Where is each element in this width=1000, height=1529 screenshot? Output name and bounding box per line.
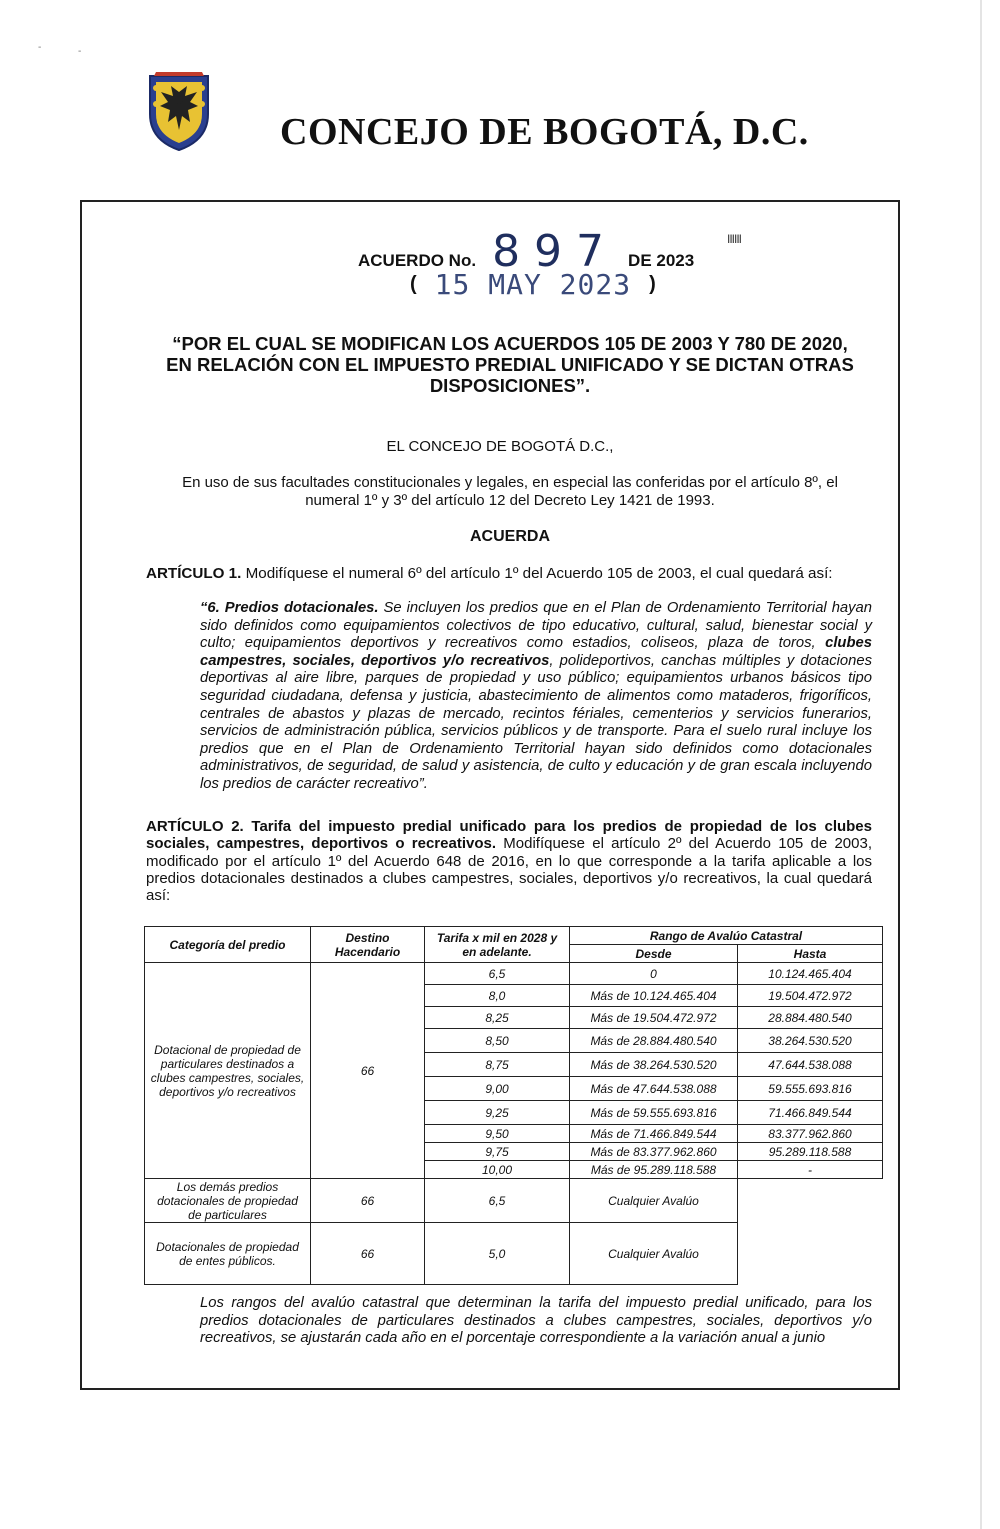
hasta-cell: 10.124.465.404 — [738, 963, 883, 985]
table-row — [145, 1179, 883, 1223]
group2-categoria: Los demás predios dotacionales de propiedad de particulares — [145, 1179, 311, 1223]
tarifa-cell: 9,75 — [425, 1143, 570, 1161]
quote-part1: Se incluyen los predios que en el Plan de Ordenamiento Territorial hayan sido definidos como equipamientos colectivos de tipo educativo, cultural, salud, bienestar social y culto; equipamientos deportivos y recreativos como estadios, coliseos, plaza de toros, — [200, 600, 873, 652]
preamble: En uso de sus facultades constitucionales y legales, en especial las conferidas por el artículo 8º, el numeral 1º y 3º del artículo 12 del Decreto Ley 1421 de 1993. — [182, 474, 838, 509]
hasta-cell: 38.264.530.520 — [738, 1029, 883, 1053]
closing-paragraph: Los rangos del avalúo catastral que determinan la tarifa del impuesto predial unificado, para los predios dotacionales de particulares destinados a clubes campestres, sociales, deportivos y/o recreativos, se ajustarán cada año en el porcentaje correspondiente a la variación anual a junio — [200, 1295, 872, 1347]
desde-cell: Más de 19.504.472.972 — [570, 1007, 738, 1029]
articulo-1-label: ARTÍCULO 1. — [146, 565, 242, 582]
scan-mark: - — [78, 46, 82, 57]
acuerda-heading: ACUERDA — [470, 528, 550, 545]
header-tarifa: Tarifa x mil en 2028 y en adelante. — [425, 927, 570, 963]
council-line: EL CONCEJO DE BOGOTÁ D.C., — [386, 438, 614, 455]
articulo-1-text: Modifíquese el numeral 6º del artículo 1º del Acuerdo 105 de 2003, el cual quedará así: — [245, 565, 833, 582]
acuerdo-label: ACUERDO No. — [358, 251, 477, 270]
date-line — [410, 268, 656, 301]
hasta-cell: 95.289.118.588 — [738, 1143, 883, 1161]
desde-cell: Más de 28.884.480.540 — [570, 1029, 738, 1053]
group3-rango: Cualquier Avalúo — [570, 1223, 738, 1285]
group3-tarifa: 5,0 — [425, 1223, 570, 1285]
header-hasta: Hasta — [738, 945, 883, 963]
page-edge — [980, 0, 982, 1529]
desde-cell: Más de 95.289.118.588 — [570, 1161, 738, 1179]
hasta-cell: - — [738, 1161, 883, 1179]
tarifa-table — [144, 926, 883, 1285]
stamp-marks: IIIIII — [727, 232, 742, 246]
group1-destino: 66 — [311, 963, 425, 1179]
group3-categoria: Dotacionales de propiedad de entes públicos. — [145, 1223, 311, 1285]
desde-cell: Más de 47.644.538.088 — [570, 1077, 738, 1101]
hasta-cell: 59.555.693.816 — [738, 1077, 883, 1101]
scan-mark: - — [38, 42, 42, 53]
desde-cell: Más de 83.377.962.860 — [570, 1143, 738, 1161]
articulo-1 — [146, 565, 876, 582]
hasta-cell: 28.884.480.540 — [738, 1007, 883, 1029]
articulo-2 — [146, 818, 872, 904]
numeral-6-quote — [200, 600, 872, 794]
hasta-cell: 83.377.962.860 — [738, 1125, 883, 1143]
hasta-cell: 19.504.472.972 — [738, 985, 883, 1007]
date-open-paren: ( — [410, 273, 417, 295]
desde-cell: 0 — [570, 963, 738, 985]
desde-cell: Más de 59.555.693.816 — [570, 1101, 738, 1125]
group1-categoria: Dotacional de propiedad de particulares destinados a clubes campestres, sociales, deportivos y/o recreativos — [145, 963, 311, 1179]
bogota-coat-of-arms-logo — [146, 70, 212, 152]
date-close-paren: ) — [649, 273, 656, 295]
tarifa-cell: 9,50 — [425, 1125, 570, 1143]
date-stamp: 15 MAY 2023 — [434, 268, 632, 301]
tarifa-cell: 8,50 — [425, 1029, 570, 1053]
tarifa-cell: 10,00 — [425, 1161, 570, 1179]
quote-part2: , polideportivos, canchas múltiples y dotaciones deportivas al aire libre, parques de propiedad y uso público; equipamientos urbanos básicos tipo seguridad ciudadana, defensa y justicia, abastecimiento de alimentos como mataderos, frigoríficos, centrales de abastos y plazas de mercado, recintos fériales, cementerios y servicios funerarios, servicios de administración pública, servicios públicos y de transporte. Para el suelo rural incluye los predios que en el Plan de Ordenamiento Territorial hayan sido definidos como dotacionales administrativos, de seguridad, de salud y asistencia, de culto y educación y de gran escala incluyendo los predios de carácter recreativo”. — [200, 652, 872, 792]
org-title: CONCEJO DE BOGOTÁ, D.C. — [280, 111, 809, 153]
empty-cell — [738, 1223, 883, 1285]
desde-cell: Más de 38.264.530.520 — [570, 1053, 738, 1077]
table-row — [145, 1223, 883, 1285]
header-categoria: Categoría del predio — [145, 927, 311, 963]
acuerdo-year: DE 2023 — [628, 251, 695, 270]
document-heading: “POR EL CUAL SE MODIFICAN LOS ACUERDOS 105 DE 2003 Y 780 DE 2020, EN RELACIÓN CON EL IMPUESTO PREDIAL UNIFICADO Y SE DICTAN OTRAS DISPOSICIONES”. — [166, 333, 854, 396]
tarifa-cell: 8,0 — [425, 985, 570, 1007]
table-row — [145, 963, 883, 985]
desde-cell: Más de 10.124.465.404 — [570, 985, 738, 1007]
header-rango: Rango de Avalúo Catastral — [570, 927, 883, 945]
empty-cell — [738, 1179, 883, 1223]
acuerdo-number-stamp: 897 — [492, 226, 619, 277]
tarifa-cell: 8,25 — [425, 1007, 570, 1029]
articulo-2-title: ARTÍCULO 2. Tarifa del impuesto predial unificado para los predios de propiedad de los clubes sociales, campestres, deportivos o recreativos. — [146, 818, 872, 853]
header-destino: Destino Hacendario — [311, 927, 425, 963]
group3-destino: 66 — [311, 1223, 425, 1285]
hasta-cell: 47.644.538.088 — [738, 1053, 883, 1077]
group2-destino: 66 — [311, 1179, 425, 1223]
group2-tarifa: 6,5 — [425, 1179, 570, 1223]
group2-rango: Cualquier Avalúo — [570, 1179, 738, 1223]
articulo-2-text: Modifíquese el artículo 2º del Acuerdo 105 de 2003, modificado por el artículo 1º del Acuerdo 648 de 2016, en lo que corresponde a la tarifa aplicable a los predios dotacionales destinados a clubes campestres, sociales, deportivos y/o recreativos, la cual quedará así: — [146, 835, 872, 905]
tarifa-cell: 9,00 — [425, 1077, 570, 1101]
tarifa-cell: 8,75 — [425, 1053, 570, 1077]
hasta-cell: 71.466.849.544 — [738, 1101, 883, 1125]
tarifa-cell: 6,5 — [425, 963, 570, 985]
quote-lead: “6. Predios dotacionales. — [200, 600, 379, 616]
header-desde: Desde — [570, 945, 738, 963]
desde-cell: Más de 71.466.849.544 — [570, 1125, 738, 1143]
quote-bold-mid: clubes campestres, sociales, deportivos y/o recreativos — [200, 635, 872, 669]
tarifa-cell: 9,25 — [425, 1101, 570, 1125]
